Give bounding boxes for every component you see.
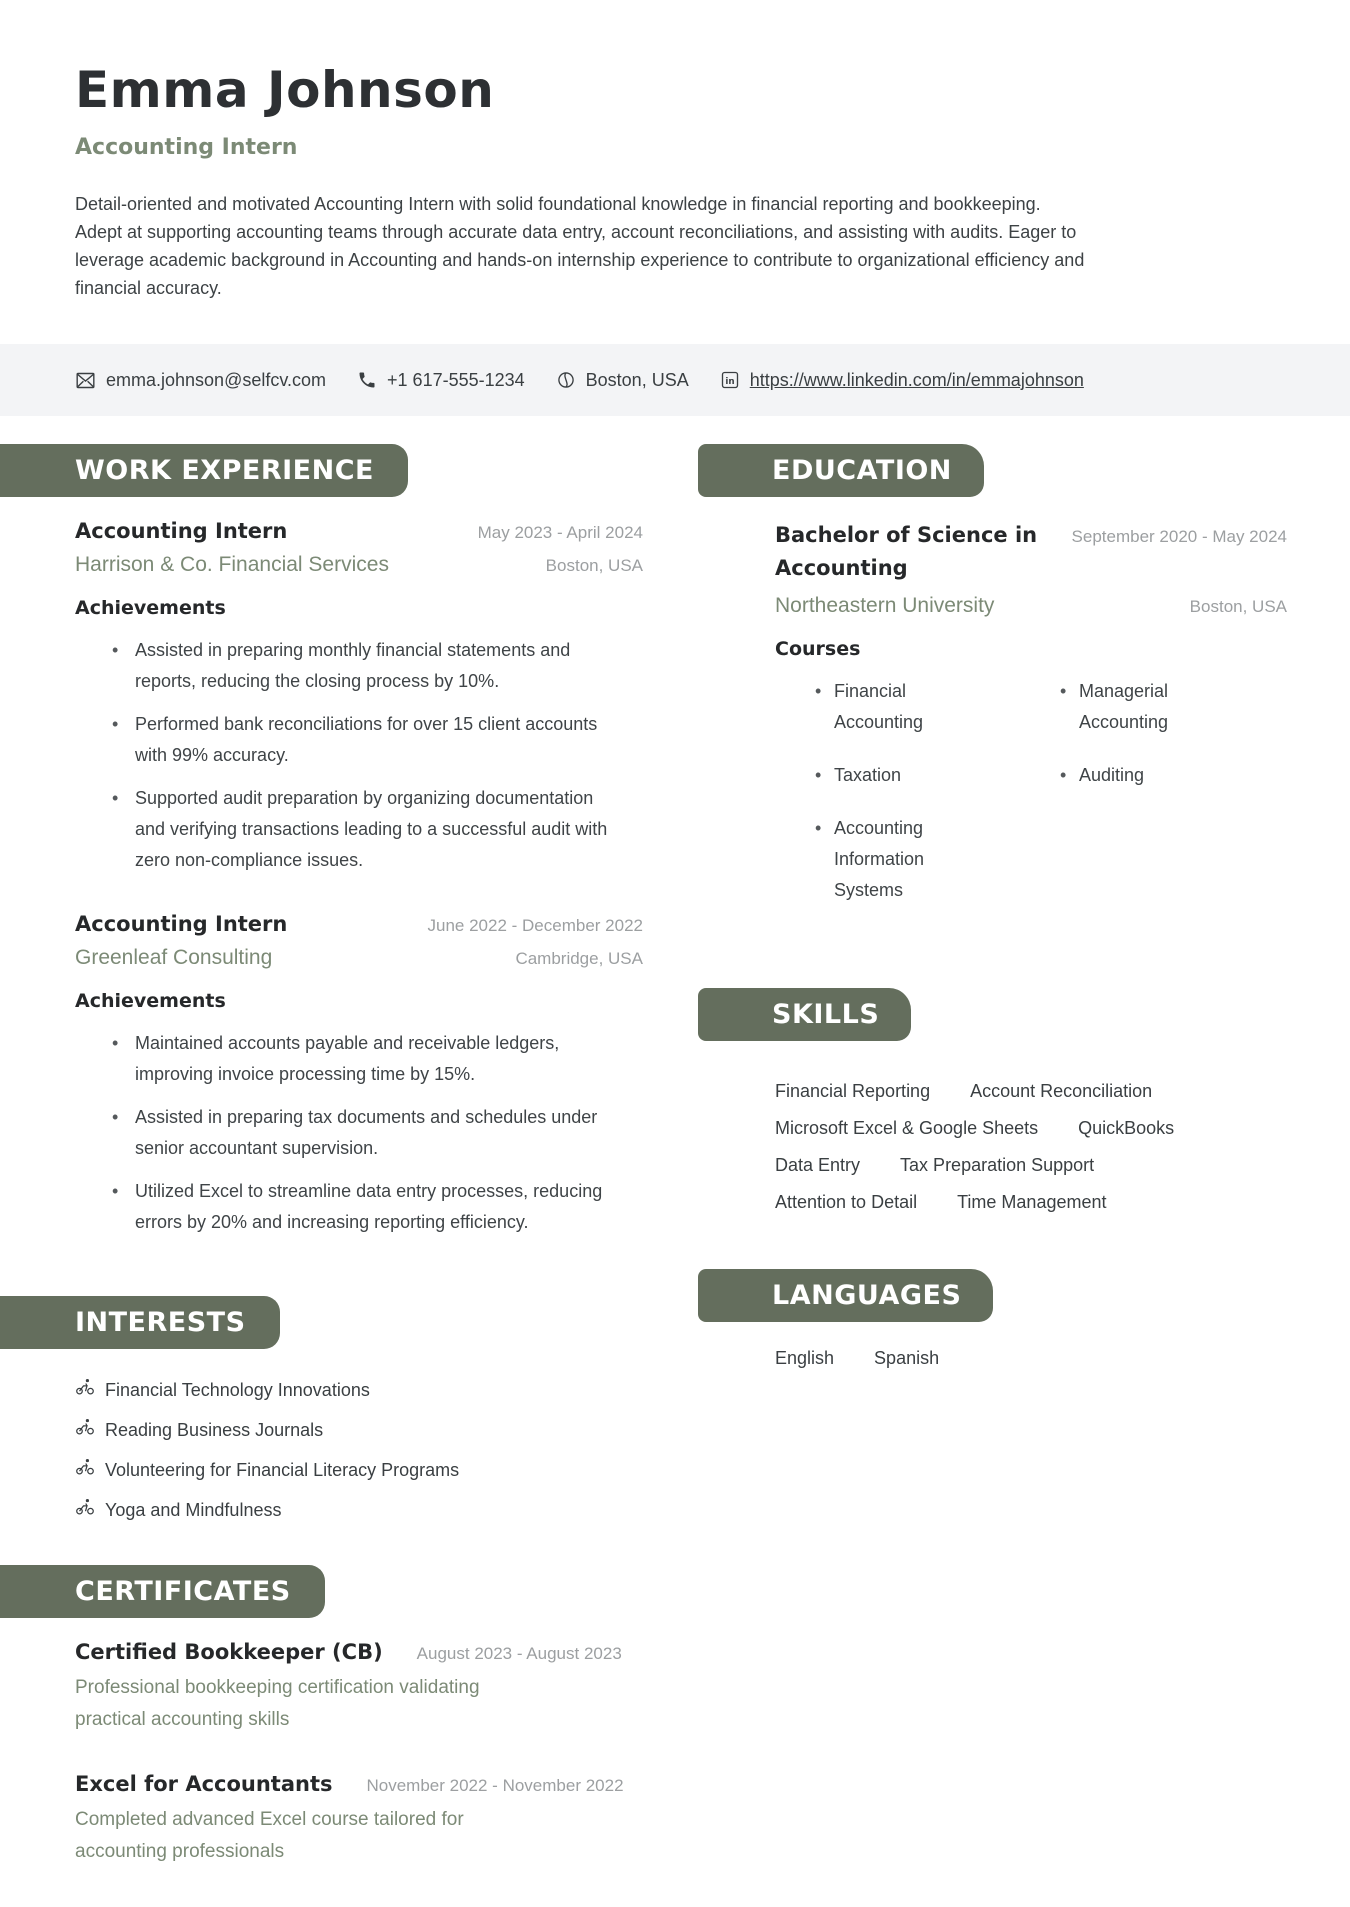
linkedin-icon (720, 370, 740, 390)
achievement-item: • Assisted in preparing tax documents and schedules under senior accountant supervision. (75, 1102, 615, 1164)
skills-list (775, 1081, 1275, 1213)
work-experience-heading: WORK EXPERIENCE (0, 444, 408, 497)
phone-icon (357, 370, 377, 390)
job-entry (75, 519, 643, 876)
education-dates: September 2020 - May 2024 (1071, 527, 1287, 546)
job-dates: June 2022 - December 2022 (427, 916, 643, 935)
left-column (0, 444, 643, 1868)
person-job-title: Accounting Intern (75, 135, 298, 160)
skill-item: Financial Reporting (775, 1081, 931, 1102)
job-entry (75, 912, 643, 1238)
job-dates: May 2023 - April 2024 (477, 523, 643, 542)
skill-item: Tax Preparation Support (900, 1155, 1095, 1176)
skill-item: Account Reconciliation (970, 1081, 1153, 1102)
achievement-item: • Utilized Excel to streamline data entry processes, reducing errors by 20% and increasing reporting efficiency. (75, 1176, 615, 1238)
person-name: Emma Johnson (75, 61, 495, 119)
certificate-entry (75, 1772, 643, 1868)
course-item: • Accounting Information Systems (775, 813, 950, 906)
languages-list (775, 1348, 1287, 1369)
certificates-heading: CERTIFICATES (0, 1565, 325, 1618)
achievement-list (75, 635, 643, 876)
course-item: • Managerial Accounting (1020, 676, 1195, 738)
certificate-description: Professional bookkeeping certification validating practical accounting skills (75, 1677, 480, 1730)
job-company: Greenleaf Consulting (75, 946, 273, 969)
contact-email (75, 370, 326, 391)
cyclist-icon (75, 1417, 95, 1443)
certificate-dates: August 2023 - August 2023 (416, 1644, 622, 1663)
certificate-dates: November 2022 - November 2022 (366, 1776, 624, 1795)
achievement-item: • Maintained accounts payable and receivable ledgers, improving invoice processing time by 15%. (75, 1028, 615, 1090)
courses-label: Courses (775, 638, 861, 661)
skill-item: Data Entry (775, 1155, 861, 1176)
courses-list (775, 676, 1287, 928)
achievement-item: • Assisted in preparing monthly financial statements and reports, reducing the closing process by 10%. (75, 635, 615, 697)
achievement-item: • Supported audit preparation by organizing documentation and verifying transactions leading to a successful audit with zero non-compliance issues. (75, 783, 615, 876)
certificate-description: Completed advanced Excel course tailored for accounting professionals (75, 1809, 464, 1862)
header (0, 0, 1350, 302)
skill-item: Attention to Detail (775, 1192, 918, 1213)
achievement-item: • Performed bank reconciliations for over 15 client accounts with 99% accuracy. (75, 709, 615, 771)
main-columns (0, 444, 1350, 1868)
skill-item: QuickBooks (1078, 1118, 1175, 1139)
cyclist-icon (75, 1497, 95, 1523)
contact-bar (0, 344, 1350, 416)
course-item: • Auditing (1020, 760, 1195, 791)
interests-heading: INTERESTS (0, 1296, 280, 1349)
languages-section (698, 1269, 1287, 1369)
courses-column-2 (1020, 676, 1265, 928)
contact-phone-text: +1 617-555-1234 (387, 369, 525, 390)
cyclist-icon (75, 1377, 95, 1403)
interests-section (0, 1296, 643, 1523)
contact-linkedin (720, 370, 1084, 391)
job-location: Boston, USA (545, 556, 643, 575)
skill-item: Microsoft Excel & Google Sheets (775, 1118, 1039, 1139)
degree-title: Bachelor of Science in Accounting (775, 523, 1038, 580)
certificate-name: Certified Bookkeeper (CB) (75, 1640, 383, 1664)
interests-list (0, 1377, 643, 1523)
certificate-name: Excel for Accountants (75, 1772, 333, 1796)
achievements-label: Achievements (75, 597, 226, 619)
language-item: English (775, 1348, 835, 1369)
interest-item: Volunteering for Financial Literacy Programs (75, 1457, 643, 1483)
job-title: Accounting Intern (75, 912, 288, 936)
contact-phone (357, 370, 525, 391)
linkedin-link[interactable]: https://www.linkedin.com/in/emmajohnson (749, 369, 1084, 390)
job-location: Cambridge, USA (515, 949, 643, 968)
envelope-icon (75, 370, 96, 391)
courses-column-1 (775, 676, 1020, 928)
job-company: Harrison & Co. Financial Services (75, 553, 389, 576)
globe-icon (556, 370, 576, 390)
course-item: • Financial Accounting (775, 676, 950, 738)
certificates-section (0, 1565, 643, 1868)
skill-item: Time Management (957, 1192, 1107, 1213)
interest-item: Financial Technology Innovations (75, 1377, 643, 1403)
job-title: Accounting Intern (75, 519, 288, 543)
interest-item: Yoga and Mindfulness (75, 1497, 643, 1523)
contact-location (556, 370, 689, 391)
course-item: • Taxation (775, 760, 950, 791)
education-location: Boston, USA (1189, 597, 1287, 617)
achievement-list (75, 1028, 643, 1238)
svg-text:in: in (725, 376, 735, 387)
skills-section (698, 988, 1287, 1213)
school-name: Northeastern University (775, 594, 995, 618)
contact-location-text: Boston, USA (585, 369, 689, 390)
language-item: Spanish (874, 1348, 940, 1369)
education-entry (775, 519, 1287, 928)
achievements-label: Achievements (75, 990, 226, 1012)
summary-text: Detail-oriented and motivated Accounting Intern with solid foundational knowledge in financial reporting and bookkeeping. Adept at supporting accounting teams through accurate data entry, account reconciliations, and assisting with audits. Eager to leverage academic background in Accounting and hands-on internship experience to contribute to organizational efficiency and financial accuracy. (75, 194, 1085, 298)
certificate-entry (75, 1640, 643, 1736)
interest-item: Reading Business Journals (75, 1417, 643, 1443)
education-heading: EDUCATION (698, 444, 984, 497)
right-column (698, 444, 1287, 1868)
skills-heading: SKILLS (698, 988, 911, 1041)
contact-email-text: emma.johnson@selfcv.com (106, 369, 327, 390)
cyclist-icon (75, 1457, 95, 1483)
languages-heading: LANGUAGES (698, 1269, 993, 1322)
